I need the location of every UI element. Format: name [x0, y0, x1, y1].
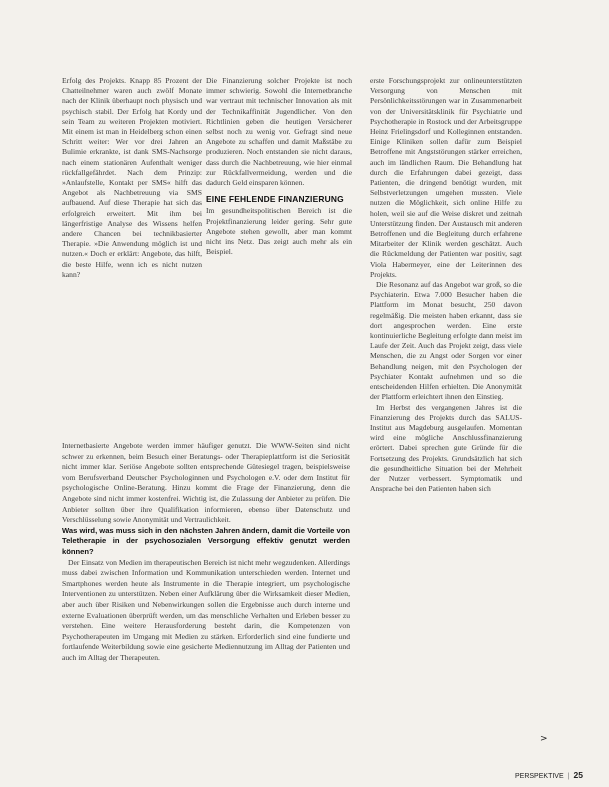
column-3-paragraph-3: Im Herbst des vergangenen Jahres ist die Finanzierung des Projekts durch das SALUS-Institut aus Magdeburg ausgelaufen. Momentan wird eine mögliche Anschlussfinanzierung erörtert. Dabei sprechen gute Gründe für die Fortsetzung des Projekts. Grundsätzlich hat sich die gesundheitliche Situation bei der Mehrheit der Nutzer verbessert. Symptomatik und Ansprache bei den Patienten haben sich	[370, 402, 522, 494]
interview-box	[62, 441, 350, 663]
column-3-text: erste Forschungsprojekt zur onlineunterstützten Versorgung von Menschen mit Persönlichkeitsstörungen war in Zusammenarbeit von der Universitätsklinik für Psychiatrie und Psychotherapie in Rostock und der Arbeitsgruppe Heinz Frielingsdorf und Kolleginnen entstanden. Einige Kliniken sollen dafür zum Beispiel Betroffene mit Angststörungen stärker erreichen, auch im ländlichen Raum. Die Behandlung hat durch die Erfahrungen dabei gezeigt, dass Patienten, die dringend benötigt wurden, mit Selbstverletzungen umgehen mussten. Viele nutzen die Möglichkeit, sich online Hilfe zu holen, weil sie auf die Weise diskret und zeitnah Unterstützung finden. Der Austausch mit anderen Betroffenen und die Begleitung durch erfahrene Mitarbeiter der Klinik werden geschätzt. Auch die Rückmeldung der Patienten war positiv, sagt Viola Habermeyer, eine der Leiterinnen des Projekts.	[370, 76, 522, 279]
interview-question: Was wird, was muss sich in den nächsten Jahren ändern, damit die Vorteile von Teletherapie in der psychosozialen Versorgung effektiv genutzt werden können?	[62, 525, 350, 556]
column-2-text-continued: Im gesundheitspolitischen Bereich ist die Projektfinanzierung leider gering. Sehr gute Angebote stehen gewollt, aber man kommt nicht ins Netz. Das zeigt auch mehr als ein Beispiel.	[206, 206, 352, 257]
column-1-text: Erfolg des Projekts. Knapp 85 Prozent der Chatteilnehmer waren auch zwölf Monate nach der Klinik überhaupt noch physisch und psychisch stabil. Der Erfolg hat Kordy und sein Team zu weiteren Projekten motiviert. Mit einem ist man in Heidelberg schon einen Schritt weiter: Wer vor drei Jahren an Bulimie erkrankte, ist dank SMS-Nachsorge nach einem stationären Aufenthalt weniger rückfallgefährdet. Nach dem Prinzip: »Anlaufstelle, Kontakt per SMS« hilft das Angebot als Nachbetreuung via SMS aufbauend. Auf diese Therapie hat sich das erfolgreich erweitert. Mit ihm bei längerfristige Analyse des Wissens helfen andere Chancen bei technikbasierter Therapie. »Die Anwendung möglich ist und nutzen.« Doch er erklärt: Angebote, das hilft, die beste Hilfe, wenn ich es nicht nutzen kann?	[62, 76, 202, 279]
article-column-1	[62, 76, 202, 280]
continue-arrow-icon: >	[540, 734, 548, 744]
box-intro-text: Internetbasierte Angebote werden immer häufiger genutzt. Die WWW-Seiten sind nicht schwer zu erkennen, beim Besuch einer Beratungs- oder Therapieplattform ist die Seriosität nicht immer klar. Seriöse Angebote sollten entsprechende Gütesiegel tragen, beispielsweise vom Berufsverband Deutscher Psychologinnen und Psychologen e.V. oder dem Institut für psychologische Online-Beratung. Hinzu kommt die Frage der Finanzierung, denn die Angebote sind nicht immer kostenfrei. Wichtig ist, die Zulassung der Anbieter zu prüfen. Die Anbieter sollten über ihre Qualifikation informieren, ebenso über Datenschutz und Verschlüsselung sowie Anonymität und Vertraulichkeit.	[62, 441, 350, 525]
section-subheading: EINE FEHLENDE FINANZIERUNG	[206, 194, 344, 205]
page-number: 25	[573, 770, 583, 780]
page-footer	[515, 770, 583, 780]
article-column-2	[206, 76, 352, 257]
column-3-paragraph-2: Die Resonanz auf das Angebot war groß, so die Psychiaterin. Etwa 7.000 Besucher haben die Plattform im Monat besucht, 250 davon regelmäßig. Die meisten haben erkannt, dass sie dort angesprochen werden. Eine erste kontinuierliche Begleitung erfolgte dann meist im Laufe der Zeit. Auch das Projekt zeigt, dass viele Menschen, die zu Angst oder Sorgen vor einer Behandlung neigen, mit den Psychologen der Psychiater Kontakt aufnehmen und so die entscheidenden Hilfen erhielten. Die Anonymität der Plattform erleichtert ihnen den Einstieg.	[370, 280, 522, 402]
column-2-text: Die Finanzierung solcher Projekte ist noch immer schwierig. Sowohl die Internetbranche war vertraut mit technischer Innovation als mit der Technikaffinität Jugendlicher. Von den Richtlinien geben die heutigen Versicherer selbst noch zu wenig vor. Gefragt sind neue Angebote zu schaffen und damit Maßstäbe zu produzieren. Noch entstanden sie nicht daraus, dass durch die Nachbetreuung, wie hier einmal zur Rückfallvermeidung, werden und die dadurch Geld einsparen können.	[206, 76, 352, 188]
footer-separator: |	[567, 773, 570, 780]
magazine-name: PERSPEKTIVE	[515, 773, 564, 780]
interview-answer: Der Einsatz von Medien im therapeutischen Bereich ist nicht mehr wegzudenken. Allerdings muss dabei zwischen Information und Kommunikation unterschieden werden. Internet und Smartphones werden heute als Instrumente in die Therapie integriert, um psychologische Interventionen zu unterstützen. Neben einer Aufklärung über die Wirksamkeit dieser Medien, aber auch über Risiken und Nebenwirkungen sollen die Ergebnisse auch durch interne und externe Evaluationen überprüft werden, um das menschliche Verhalten und Erleben besser zu verstehen. Eine weitere Herausforderung besteht darin, die Kompetenzen von Psychotherapeuten im Umgang mit Medien zu stärken. Erforderlich sind eine fundierte und fortlaufende Weiterbildung sowie eine gesicherte Mediennutzung im Alltag der Patienten und auch im Alltag der Therapeuten.	[62, 557, 350, 662]
article-column-3	[370, 76, 522, 736]
